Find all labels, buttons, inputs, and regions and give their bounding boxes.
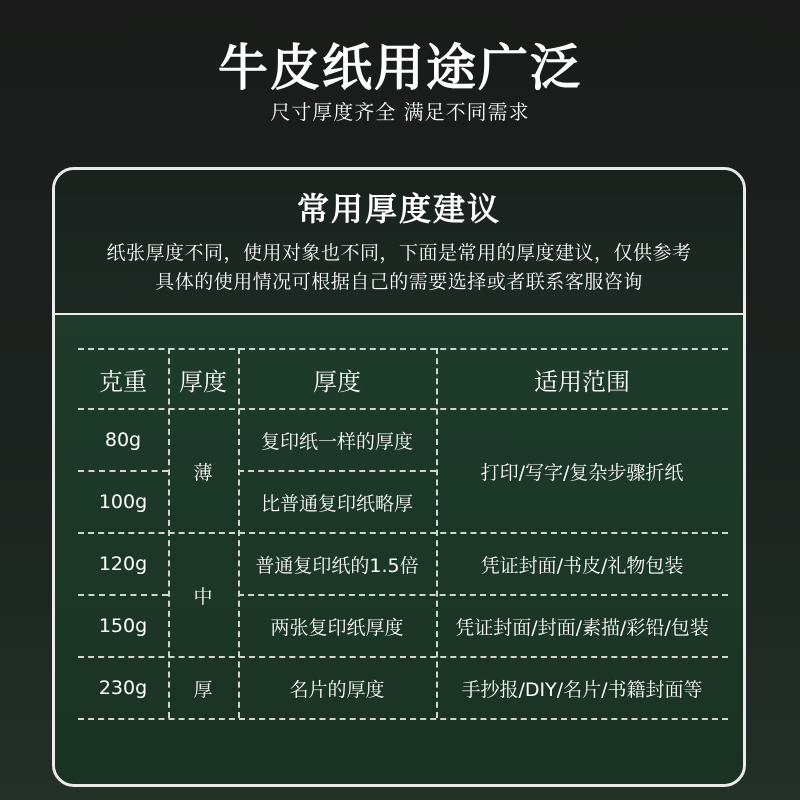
weight-cell: 80g <box>104 429 142 451</box>
page-title: 牛皮纸用途广泛 <box>218 39 582 97</box>
level-thin-cell: 薄 <box>193 461 213 484</box>
thickness-desc-cell: 比普通复印纸略厚 <box>260 492 413 515</box>
card-title: 常用厚度建议 <box>296 190 501 228</box>
usage-cell: 手抄报/DIY/名片/书籍封面等 <box>461 678 703 701</box>
weight-cell: 100g <box>98 491 148 513</box>
card-description-line1: 纸张厚度不同，使用对象也不同，下面是常用的厚度建议，仅供参考 <box>106 242 692 264</box>
thickness-card <box>52 167 746 787</box>
header-usage: 适用范围 <box>534 367 630 396</box>
thickness-desc-cell: 两张复印纸厚度 <box>270 616 404 639</box>
thickness-desc-cell: 普通复印纸的1.5倍 <box>255 554 419 577</box>
page-subtitle: 尺寸厚度齐全 满足不同需求 <box>270 100 530 124</box>
usage-cell-merged: 打印/写字/复杂步骤折纸 <box>480 461 684 484</box>
level-mid-cell: 中 <box>193 585 213 608</box>
weight-cell: 230g <box>98 677 148 699</box>
weight-cell: 120g <box>98 553 148 575</box>
weight-cell: 150g <box>98 615 148 637</box>
card-description-line2: 具体的使用情况可根据自己的需要选择或者联系客服咨询 <box>155 271 643 293</box>
header-thickness: 厚度 <box>313 367 361 396</box>
usage-cell: 凭证封面/书皮/礼物包装 <box>480 554 684 577</box>
card-header <box>55 170 743 313</box>
header-weight: 克重 <box>99 367 147 396</box>
card-body <box>55 315 743 784</box>
level-thick-cell: 厚 <box>193 678 213 701</box>
thickness-desc-cell: 名片的厚度 <box>289 678 385 701</box>
thickness-desc-cell: 复印纸一样的厚度 <box>260 430 413 453</box>
header-level: 厚度 <box>179 367 227 396</box>
usage-cell: 凭证封面/封面/素描/彩铅/包装 <box>455 616 709 639</box>
